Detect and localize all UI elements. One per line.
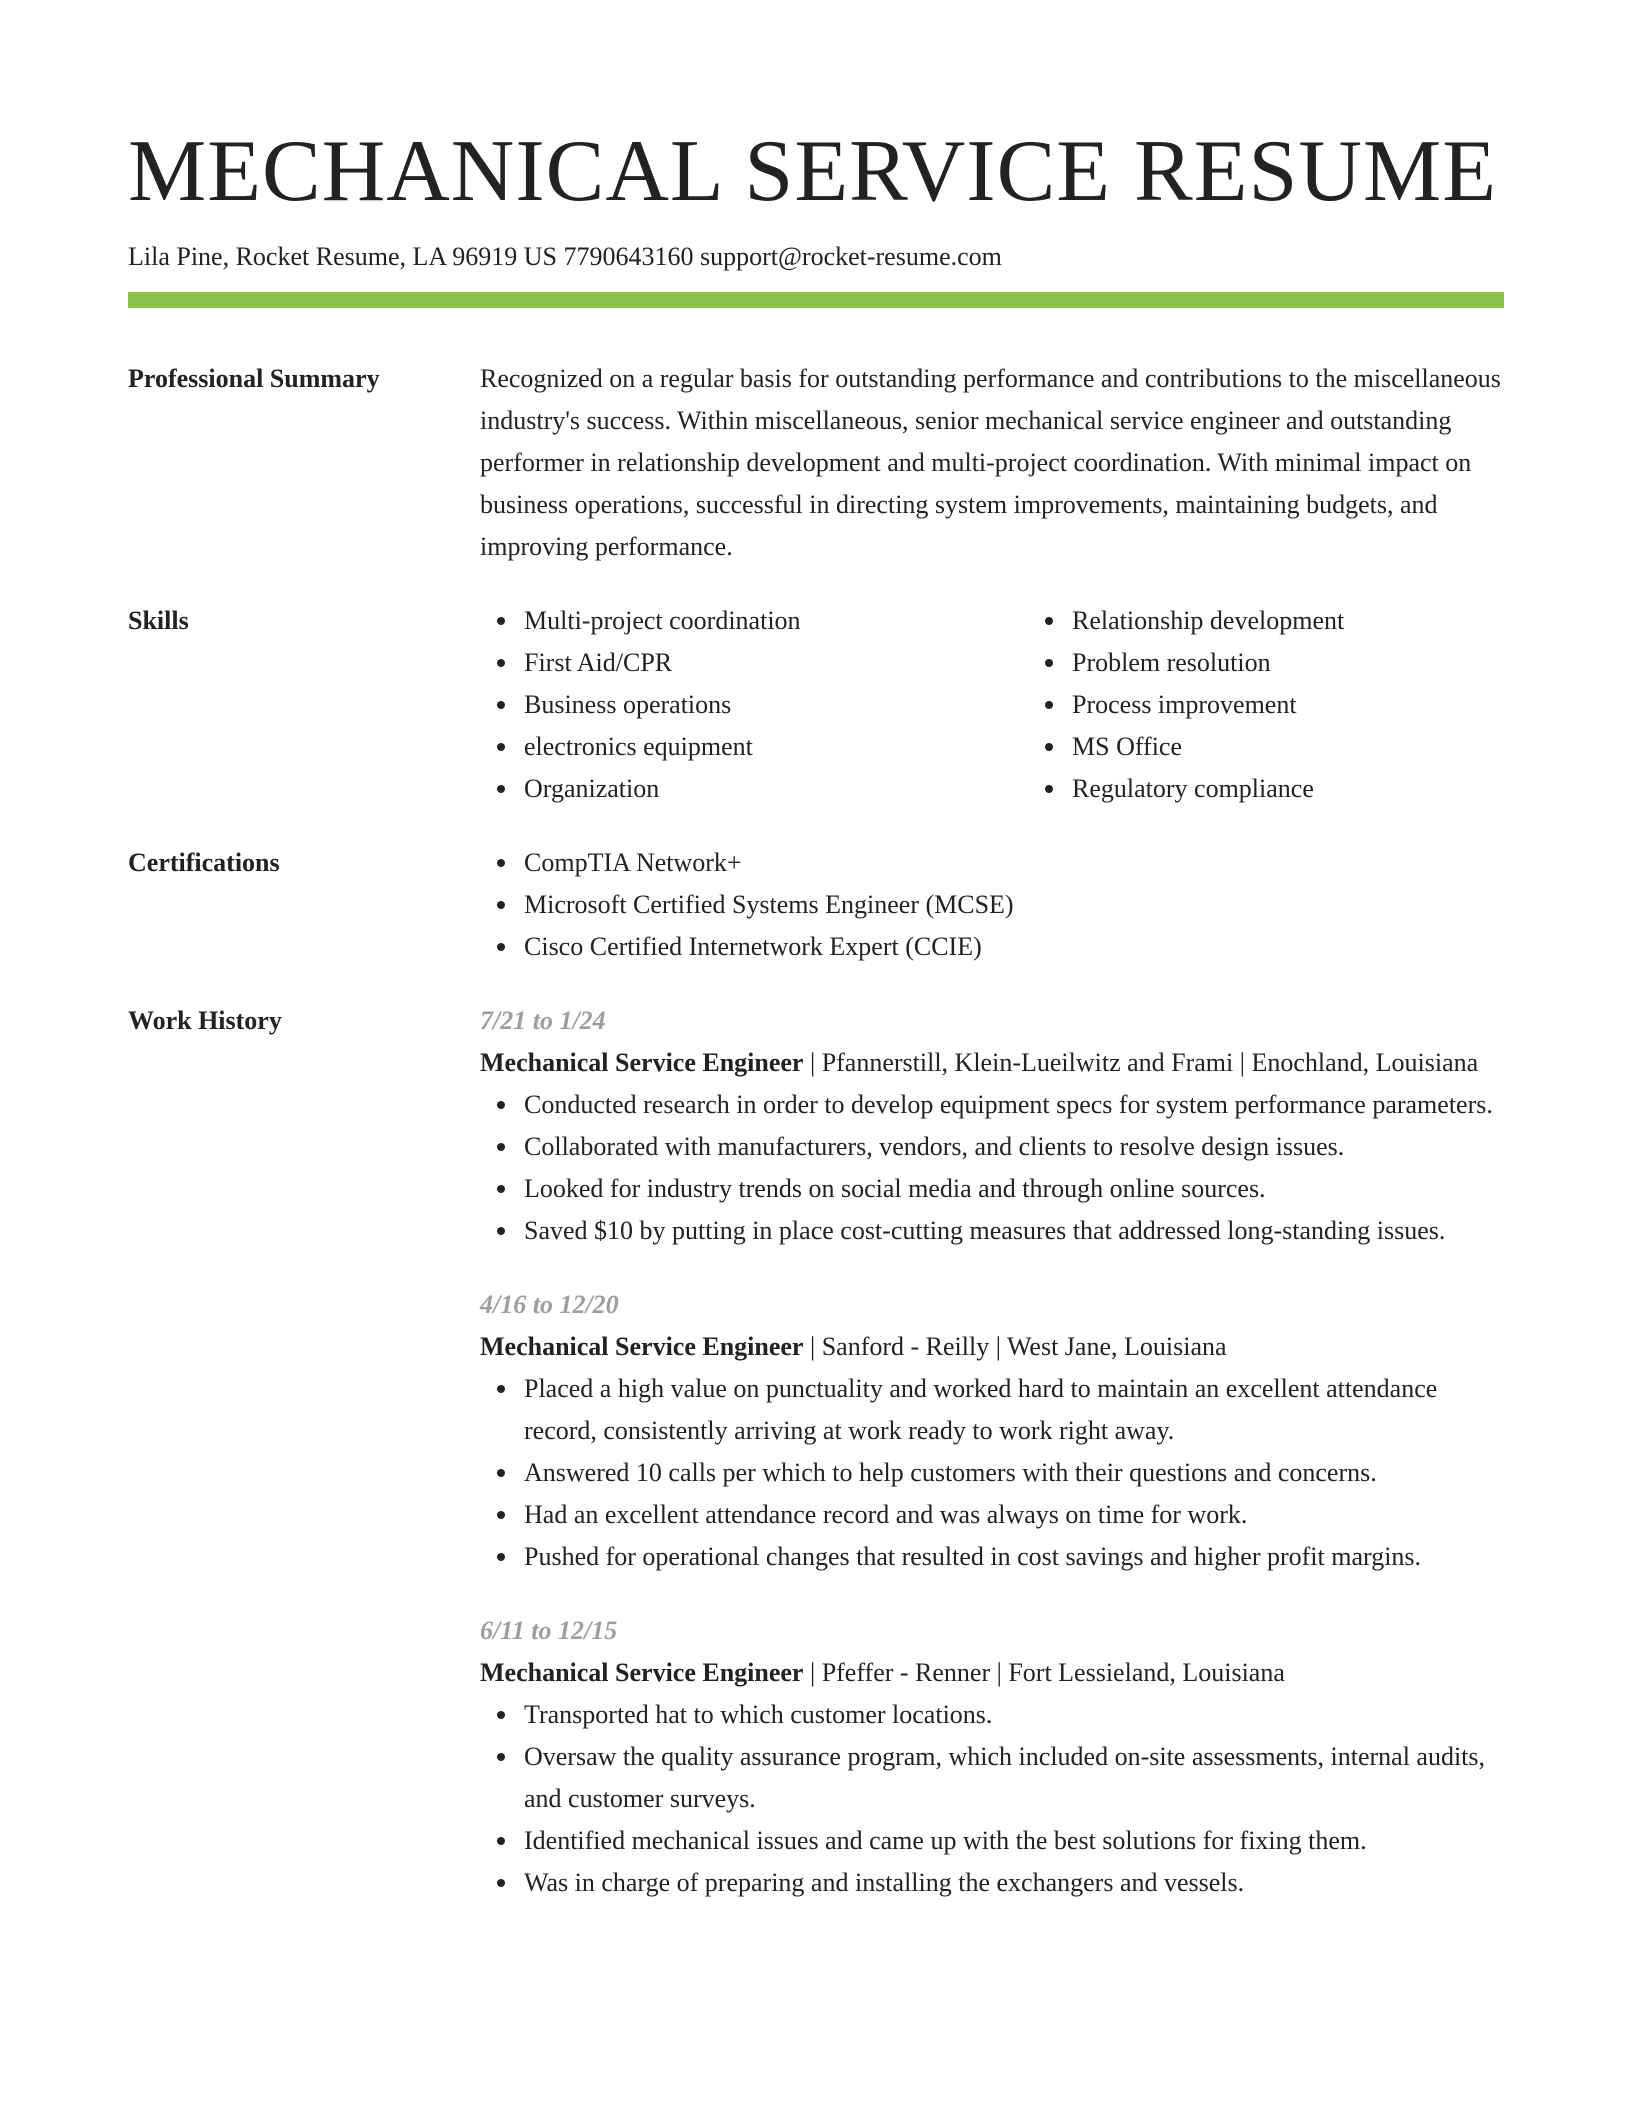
job-title: Mechanical Service Engineer [480,1047,804,1077]
job-bullet: Oversaw the quality assurance program, which included on-site assessments, internal audits, and customer surveys. [524,1736,1504,1820]
job-title: Mechanical Service Engineer [480,1331,804,1361]
job-bullet: Pushed for operational changes that resulted in cost savings and higher profit margins. [524,1536,1504,1578]
work-history-section [128,1000,1504,1936]
skill-item: MS Office [1072,726,1576,768]
skill-item: First Aid/CPR [524,642,1028,684]
job-heading [480,1326,1504,1368]
certifications-body [480,842,1504,968]
job-bullet: Placed a high value on punctuality and worked hard to maintain an excellent attendance record, consistently arriving at work ready to work right away. [524,1368,1504,1452]
resume-title: MECHANICAL SERVICE RESUME [128,123,1497,220]
job-bullet: Answered 10 calls per which to help customers with their questions and concerns. [524,1452,1504,1494]
work-history-body [480,1000,1504,1936]
skill-item: Business operations [524,684,1028,726]
work-history-label: Work History [128,1005,282,1035]
certification-item: CompTIA Network+ [524,842,1504,884]
skills-list-left [480,600,1028,810]
job-entry [480,1284,1504,1578]
certifications-section [128,842,1504,968]
certifications-list [480,842,1504,968]
job-bullet: Conducted research in order to develop equipment specs for system performance parameters. [524,1084,1504,1126]
skill-item: Problem resolution [1072,642,1576,684]
job-details: | Pfeffer - Renner | Fort Lessieland, Louisiana [803,1657,1285,1687]
job-dates: 7/21 to 1/24 [480,1005,606,1035]
certification-item: Microsoft Certified Systems Engineer (MCSE) [524,884,1504,926]
job-entry [480,1000,1504,1252]
job-bullet: Transported hat to which customer locations. [524,1694,1504,1736]
skill-item: electronics equipment [524,726,1028,768]
job-heading [480,1652,1504,1694]
skills-columns [480,600,1576,810]
job-details: | Sanford - Reilly | West Jane, Louisiana [803,1331,1227,1361]
summary-label: Professional Summary [128,363,380,393]
job-bullet: Identified mechanical issues and came up with the best solutions for fixing them. [524,1820,1504,1862]
job-bullets [480,1368,1504,1578]
skills-list-right [1028,600,1576,810]
job-bullets [480,1694,1504,1904]
job-bullet: Had an excellent attendance record and was always on time for work. [524,1494,1504,1536]
skill-item: Regulatory compliance [1072,768,1576,810]
job-bullet: Was in charge of preparing and installing the exchangers and vessels. [524,1862,1504,1904]
skill-item: Multi-project coordination [524,600,1028,642]
job-dates: 4/16 to 12/20 [480,1289,619,1319]
job-bullets [480,1084,1504,1252]
skills-label: Skills [128,605,189,635]
contact-line: Lila Pine, Rocket Resume, LA 96919 US 7790643160 support@rocket-resume.com [128,242,1002,271]
job-heading [480,1042,1504,1084]
skill-item: Process improvement [1072,684,1576,726]
skill-item: Organization [524,768,1028,810]
job-dates: 6/11 to 12/15 [480,1615,618,1645]
certification-item: Cisco Certified Internetwork Expert (CCIE) [524,926,1504,968]
accent-divider [128,292,1504,308]
skill-item: Relationship development [1072,600,1576,642]
job-title: Mechanical Service Engineer [480,1657,804,1687]
summary-text: Recognized on a regular basis for outstanding performance and contributions to the miscellaneous industry's success. Within miscellaneous, senior mechanical service engineer and outstanding performer in relationship development and multi-project coordination. With minimal impact on business operations, successful in directing system improvements, maintaining budgets, and improving performance. [480,363,1501,561]
job-bullet: Looked for industry trends on social media and through online sources. [524,1168,1504,1210]
job-bullet: Saved $10 by putting in place cost-cutting measures that addressed long-standing issues. [524,1210,1504,1252]
summary-section [128,358,1504,568]
job-entry [480,1610,1504,1904]
certifications-label: Certifications [128,847,280,877]
job-bullet: Collaborated with manufacturers, vendors, and clients to resolve design issues. [524,1126,1504,1168]
job-details: | Pfannerstill, Klein-Lueilwitz and Frami | Enochland, Louisiana [803,1047,1479,1077]
skills-section [128,600,1504,810]
